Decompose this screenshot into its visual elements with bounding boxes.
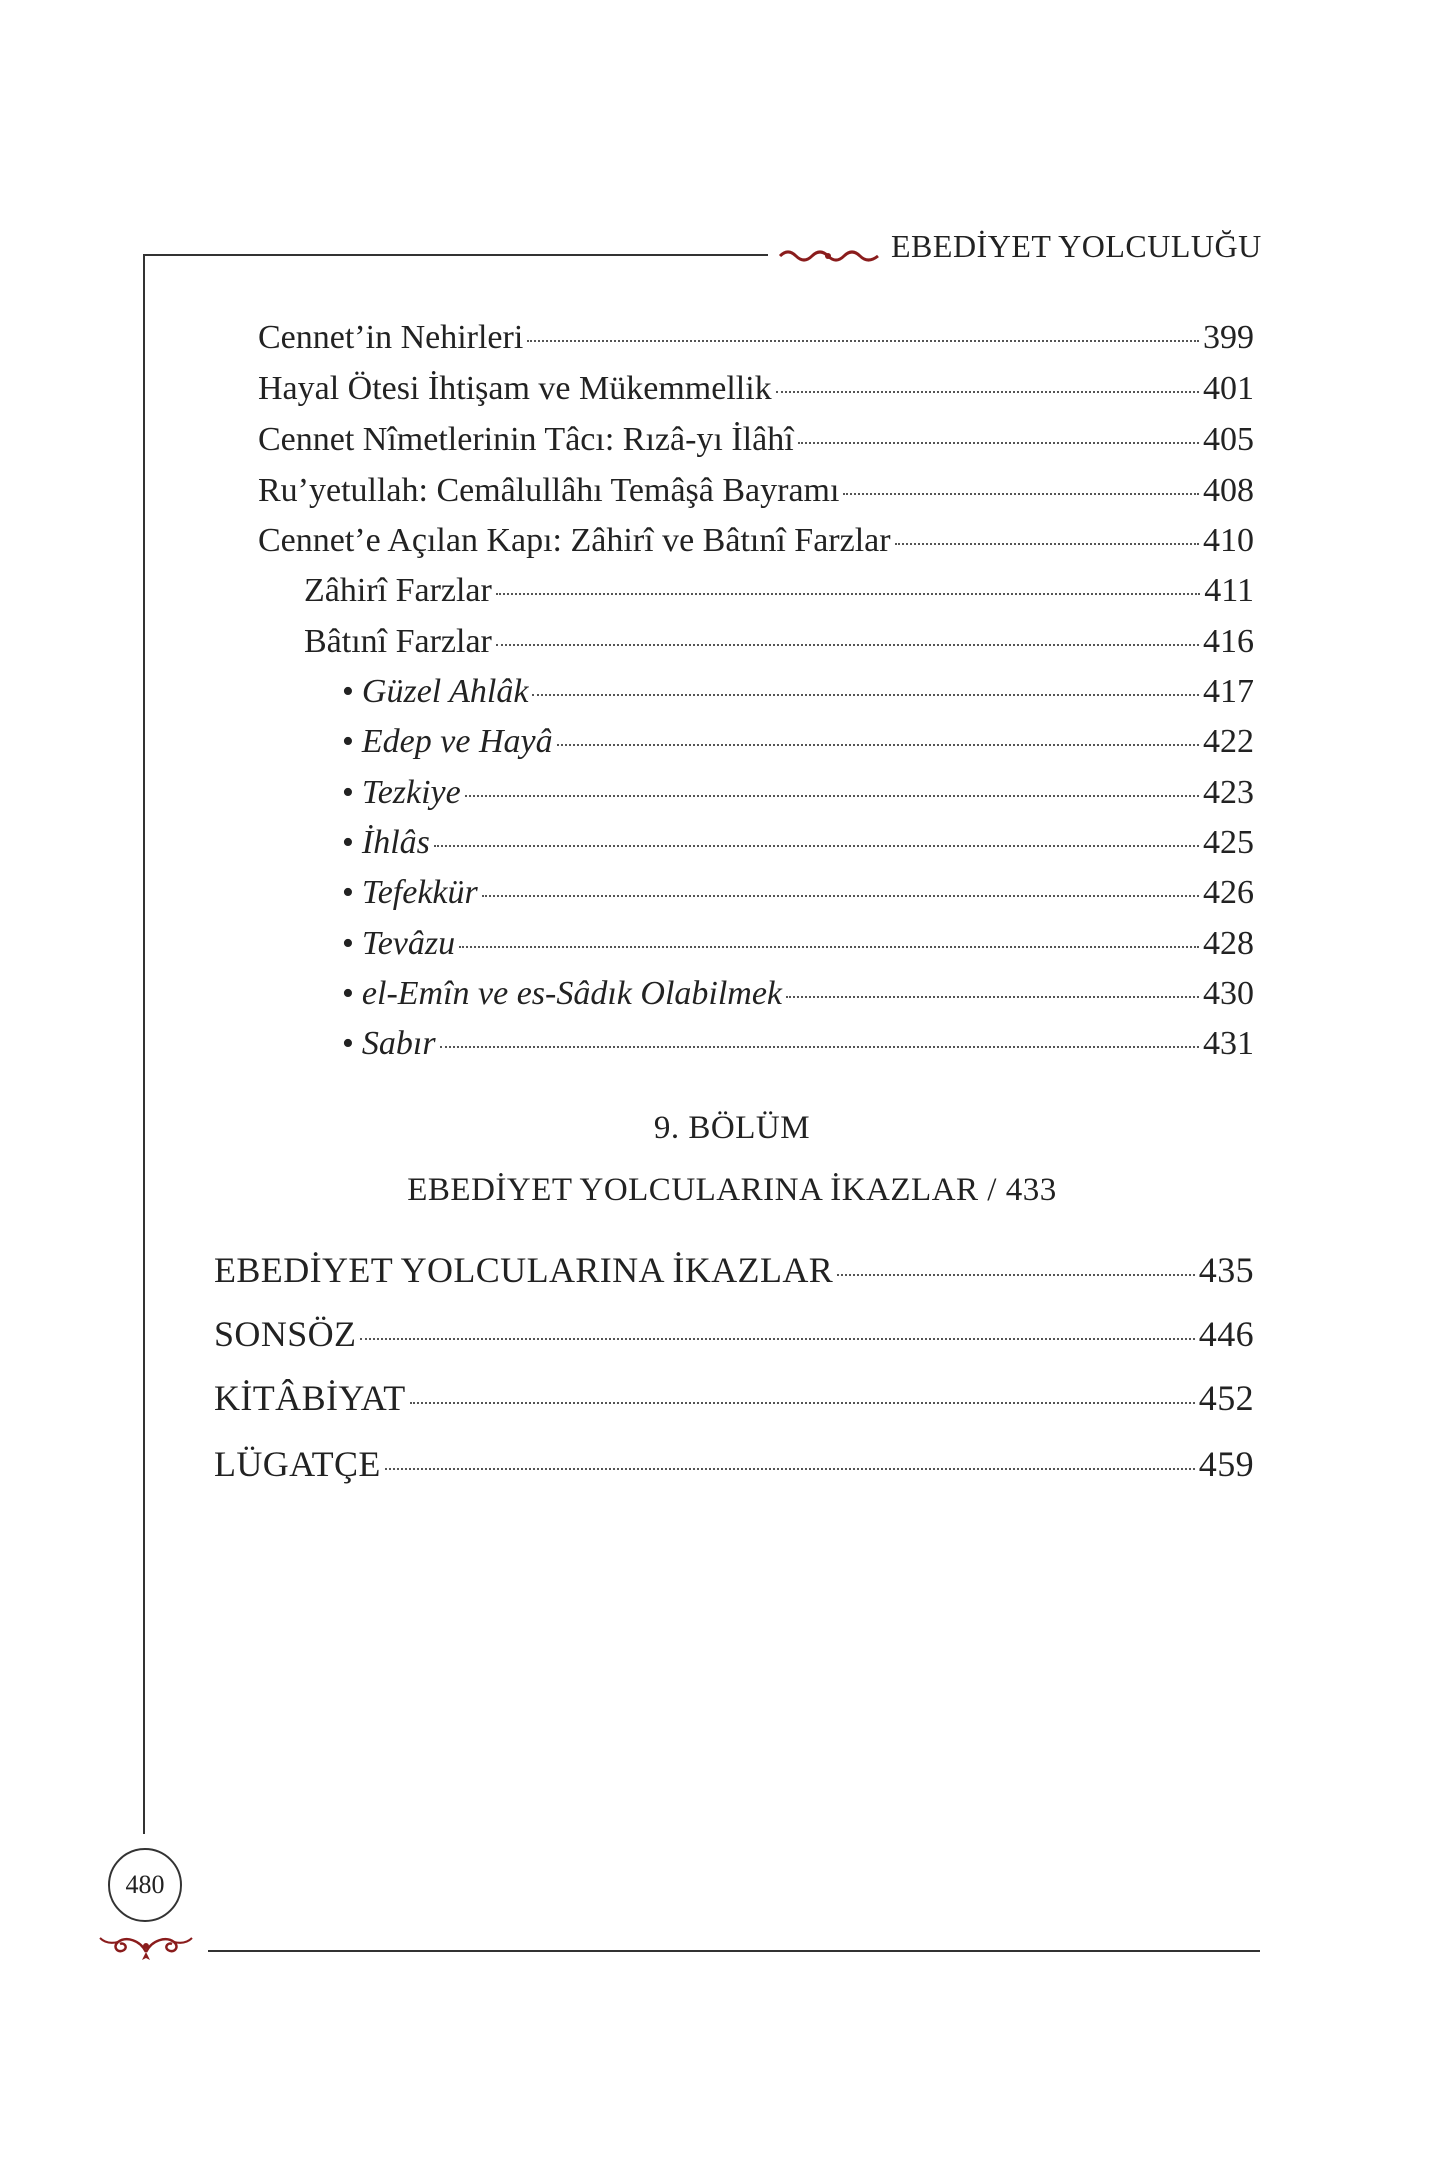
bullet-icon: • <box>342 874 354 911</box>
toc-entry-title: LÜGATÇE <box>214 1444 381 1484</box>
toc-entry-page: 435 <box>1198 1250 1254 1290</box>
bullet-icon: • <box>342 673 354 710</box>
toc-entry[interactable] <box>342 974 1254 1014</box>
bullet-icon: • <box>342 723 354 760</box>
bullet-icon: • <box>342 824 354 861</box>
toc-entry[interactable] <box>258 318 1254 358</box>
toc-entry-page: 422 <box>1203 723 1254 760</box>
toc-entry-title: Bâtınî Farzlar <box>304 623 492 660</box>
header-rule <box>143 254 768 256</box>
toc-entry-page: 428 <box>1203 925 1254 962</box>
toc-entry-title: Tezkiye <box>361 774 461 811</box>
bullet-icon: • <box>342 975 354 1012</box>
toc-entry-page: 430 <box>1203 975 1254 1012</box>
dot-leader <box>482 895 1199 897</box>
dot-leader <box>776 391 1199 393</box>
dot-leader <box>532 694 1199 696</box>
toc-entry[interactable] <box>342 823 1254 863</box>
toc-entry-title: el-Emîn ve es-Sâdık Olabilmek <box>361 975 783 1012</box>
chapter-title: EBEDİYET YOLCULARINA İKAZLAR / 433 <box>407 1172 1057 1208</box>
toc-entry-title: Tevâzu <box>361 925 456 962</box>
toc-entry-page: 401 <box>1203 370 1254 407</box>
dot-leader <box>786 996 1199 998</box>
toc-entry-title: Edep ve Hayâ <box>361 723 553 760</box>
dot-leader <box>557 744 1199 746</box>
toc-entry[interactable] <box>258 471 1254 511</box>
dot-leader <box>496 593 1200 595</box>
bullet-icon: • <box>342 925 354 962</box>
dot-leader <box>465 795 1199 797</box>
footer-rule <box>208 1950 1260 1952</box>
toc-entry[interactable] <box>342 722 1254 762</box>
toc-entry-page: 431 <box>1203 1025 1254 1062</box>
toc-entry-page: 425 <box>1203 824 1254 861</box>
bullet-icon: • <box>342 1025 354 1062</box>
toc-main-entry[interactable] <box>214 1250 1254 1290</box>
header-ornament-icon <box>778 240 880 270</box>
toc-entry-page: 423 <box>1203 774 1254 811</box>
toc-entry-page: 452 <box>1198 1378 1254 1418</box>
toc-entry[interactable] <box>304 571 1254 611</box>
toc-entry-title: Ru’yetullah: Cemâlullâhı Temâşâ Bayramı <box>258 472 840 509</box>
dot-leader <box>895 543 1199 545</box>
dot-leader <box>440 1046 1199 1048</box>
toc-entry-title: Hayal Ötesi İhtişam ve Mükemmellik <box>258 370 772 407</box>
toc-entry-title: Cennet Nîmetlerinin Tâcı: Rızâ-yı İlâhî <box>258 421 794 458</box>
toc-entry-title: KİTÂBİYAT <box>214 1378 406 1418</box>
toc-entry-title: Cennet’e Açılan Kapı: Zâhirî ve Bâtınî Farzlar <box>258 522 891 559</box>
toc-entry[interactable] <box>342 1024 1254 1064</box>
toc-entry-page: 446 <box>1198 1314 1254 1354</box>
toc-entry-page: 416 <box>1203 623 1254 660</box>
chapter-number: 9. BÖLÜM <box>653 1110 811 1146</box>
toc-entry[interactable] <box>342 773 1254 813</box>
toc-entry-title: Güzel Ahlâk <box>361 673 529 710</box>
page-number: 480 <box>108 1848 182 1922</box>
dot-leader <box>385 1468 1195 1470</box>
toc-entry-page: 408 <box>1203 472 1254 509</box>
toc-entry-page: 399 <box>1203 319 1254 356</box>
dot-leader <box>843 493 1199 495</box>
toc-entry-page: 426 <box>1203 874 1254 911</box>
toc-entry-title: SONSÖZ <box>214 1314 357 1354</box>
dot-leader <box>527 340 1199 342</box>
toc-entry-title: Zâhirî Farzlar <box>304 572 492 609</box>
dot-leader <box>798 442 1199 444</box>
toc-entry-page: 410 <box>1203 522 1254 559</box>
toc-entry-title: EBEDİYET YOLCULARINA İKAZLAR <box>214 1250 834 1290</box>
dot-leader <box>410 1402 1195 1404</box>
running-header-title: EBEDİYET YOLCULUĞU <box>891 228 1262 264</box>
toc-entry[interactable] <box>342 873 1254 913</box>
toc-main-entry[interactable] <box>214 1314 1254 1354</box>
toc-entry-title: Cennet’in Nehirleri <box>258 319 524 356</box>
toc-entry-page: 459 <box>1198 1444 1254 1484</box>
toc-entry[interactable] <box>258 521 1254 561</box>
toc-entry[interactable] <box>258 420 1254 460</box>
toc-entry-page: 417 <box>1203 673 1254 710</box>
toc-entry[interactable] <box>342 924 1254 964</box>
toc-entry-title: İhlâs <box>361 824 430 861</box>
toc-entry-title: Sabır <box>361 1025 436 1062</box>
footer-ornament-icon <box>96 1922 196 1964</box>
toc-main-entry[interactable] <box>214 1444 1254 1484</box>
left-margin-rule <box>143 254 145 1834</box>
dot-leader <box>837 1274 1195 1276</box>
dot-leader <box>434 845 1199 847</box>
toc-entry-page: 405 <box>1203 421 1254 458</box>
dot-leader <box>360 1338 1194 1340</box>
toc-entry[interactable] <box>258 369 1254 409</box>
toc-entry-page: 411 <box>1204 572 1254 609</box>
bullet-icon: • <box>342 774 354 811</box>
toc-main-entry[interactable] <box>214 1378 1254 1418</box>
dot-leader <box>459 946 1199 948</box>
toc-entry-title: Tefekkür <box>361 874 478 911</box>
toc-entry[interactable] <box>304 622 1254 662</box>
toc-entry[interactable] <box>342 672 1254 712</box>
dot-leader <box>496 644 1199 646</box>
